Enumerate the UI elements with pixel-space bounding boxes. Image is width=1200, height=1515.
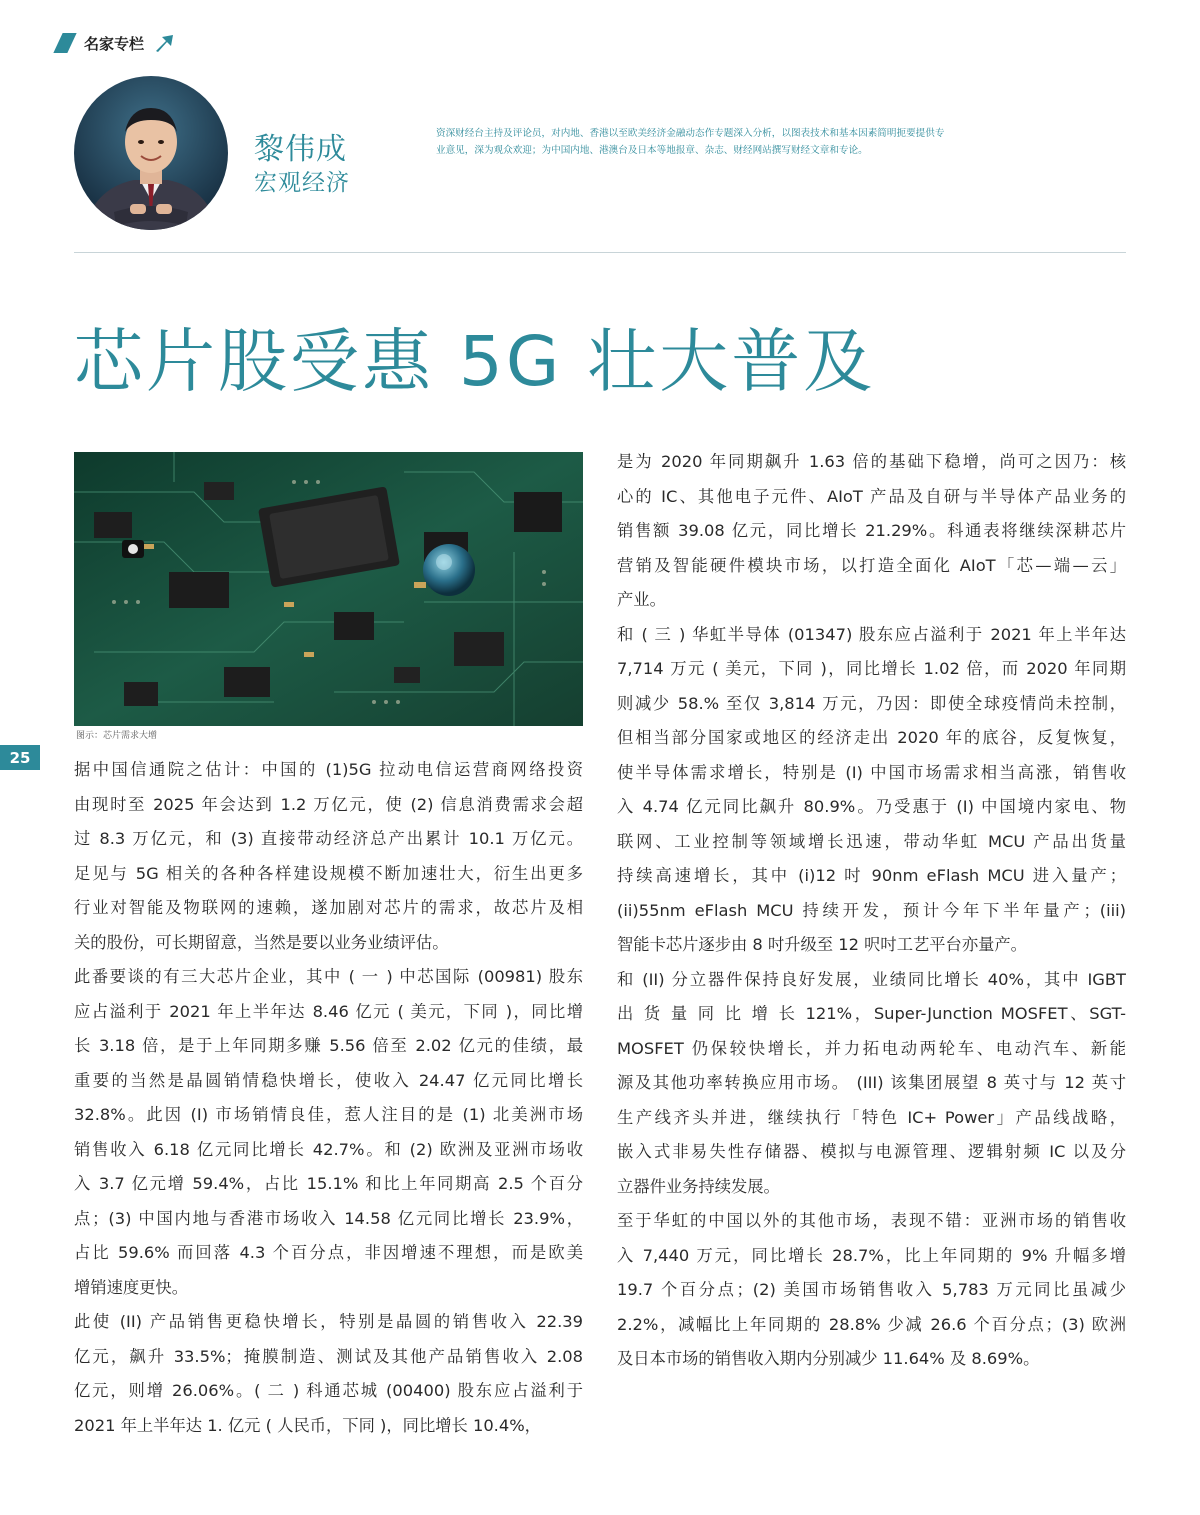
circuit-board-image bbox=[74, 452, 583, 726]
section-tag bbox=[58, 32, 174, 54]
text-line: 源及其他功率转换应用市场。 (III) 该集团展望 8 英寸与 12 英寸 bbox=[617, 1073, 1126, 1092]
text-line: 产业。 bbox=[617, 590, 666, 609]
text-line: 2021 年上半年达 1. 亿元 ( 人民币，下同 )，同比增长 10.4%， bbox=[74, 1415, 541, 1435]
text-line: 入 7,440 万元，同比增长 28.7%，比上年同期的 9% 升幅多增 bbox=[617, 1245, 1126, 1265]
text-line: 长 3.18 倍，是于上年同期多赚 5.56 倍至 2.02 亿元的佳绩，最 bbox=[74, 1036, 583, 1055]
text-line: 及日本市场的销售收入期内分别减少 11.64% 及 8.69%。 bbox=[617, 1349, 1040, 1368]
text-line: 关的股份，可长期留意，当然是要以业务业绩评估。 bbox=[74, 932, 449, 952]
text-line: 和 (II) 分立器件保持良好发展，业绩同比增长 40%，其中 IGBT bbox=[617, 969, 1126, 989]
article-image bbox=[74, 452, 583, 726]
text-line: 32.8%。此因 (I) 市场销情良佳，惹人注目的是 (1) 北美洲市场 bbox=[74, 1105, 583, 1124]
text-line: 心的 IC、其他电子元件、AIoT 产品及自研与半导体产品业务的 bbox=[617, 486, 1126, 506]
text-line: 此使 (II) 产品销售更稳快增长，特别是晶圆的销售收入 22.39 bbox=[74, 1312, 583, 1331]
page-number: 25 bbox=[0, 745, 40, 770]
article-right-column bbox=[617, 445, 1126, 1377]
article-left-column bbox=[74, 753, 583, 1443]
text-line: 至于华虹的中国以外的其他市场，表现不错：亚洲市场的销售收 bbox=[617, 1211, 1126, 1230]
author-field: 宏观经济 bbox=[254, 170, 350, 196]
avatar bbox=[74, 76, 228, 230]
text-line: 入 3.7 亿元增 59.4%，占比 15.1% 和比上年同期高 2.5 个百分 bbox=[74, 1174, 583, 1193]
text-line: 过 8.3 万亿元，和 (3) 直接带动经济总产出累计 10.1 万亿元。 bbox=[74, 829, 583, 848]
text-line: 持续高速增长，其中 (i)12 吋 90nm eFlash MCU 进入量产； bbox=[617, 866, 1126, 885]
text-line: 生产线齐头并进，继续执行「特色 IC+ Power」产品线战略， bbox=[617, 1107, 1126, 1127]
header-divider bbox=[74, 252, 1126, 253]
text-line: 是为 2020 年同期飙升 1.63 倍的基础下稳增，尚可之因乃：核 bbox=[617, 452, 1126, 471]
author-name: 黎伟成 bbox=[254, 132, 347, 167]
text-line: 7,714 万元 ( 美元，下同 )，同比增长 1.02 倍，而 2020 年同期 bbox=[617, 659, 1126, 678]
text-line: 则减少 58.% 至仅 3,814 万元，乃因：即使全球疫情尚未控制， bbox=[617, 693, 1126, 713]
text-line: 应占溢利于 2021 年上半年达 8.46 亿元 ( 美元，下同 )，同比增 bbox=[74, 1001, 583, 1021]
image-caption: 图示：芯片需求大增 bbox=[76, 731, 158, 741]
text-line: 销售额 39.08 亿元，同比增长 21.29%。科通表将继续深耕芯片 bbox=[617, 521, 1126, 540]
text-line: 占比 59.6% 而回落 4.3 个百分点，非因增速不理想，而是欧美 bbox=[74, 1243, 583, 1262]
text-line: 亿元，飙升 33.5%；掩膜制造、测试及其他产品销售收入 2.08 bbox=[74, 1346, 583, 1366]
text-line: 嵌入式非易失性存储器、模拟与电源管理、逻辑射频 IC 以及分 bbox=[617, 1142, 1126, 1161]
author-portrait bbox=[74, 76, 228, 230]
text-line: 智能卡芯片逐步由 8 吋升级至 12 呎吋工艺平台亦量产。 bbox=[617, 935, 1027, 954]
text-line: 据中国信通院之估计：中国的 (1)5G 拉动电信运营商网络投资 bbox=[74, 760, 583, 779]
text-line: 2.2%，减幅比上年同期的 28.8% 少减 26.6 个百分点；(3) 欧洲 bbox=[617, 1314, 1126, 1334]
text-line: 增销速度更快。 bbox=[74, 1277, 188, 1297]
slash-decoration bbox=[53, 33, 76, 53]
text-line: 立器件业务持续发展。 bbox=[617, 1176, 780, 1196]
text-line: 亿元，则增 26.06%。( 二 ) 科通芯城 (00400) 股东应占溢利于 bbox=[74, 1381, 583, 1400]
text-line: 此番要谈的有三大芯片企业，其中 ( 一 ) 中芯国际 (00981) 股东 bbox=[74, 967, 583, 986]
author-bio-line: 资深财经台主持及评论员，对内地、香港以至欧美经济金融动态作专题深入分析，以图表技术和基本因素简明扼要提供专 bbox=[436, 128, 945, 139]
arrow-up-right-icon bbox=[152, 33, 174, 53]
text-line: 入 4.74 亿元同比飙升 80.9%。乃受惠于 (I) 中国境内家电、物 bbox=[617, 797, 1126, 816]
text-line: 点；(3) 中国内地与香港市场收入 14.58 亿元同比增长 23.9%， bbox=[74, 1208, 583, 1228]
text-line: 但相当部分国家或地区的经济走出 2020 年的底谷，反复恢复， bbox=[617, 728, 1126, 747]
author-bio-line: 业意见，深为观众欢迎；为中国内地、港澳台及日本等地报章、杂志、财经网站撰写财经文章和专论。 bbox=[436, 145, 868, 156]
text-line: (ii)55nm eFlash MCU 持续开发，预计今年下半年量产；(iii) bbox=[617, 900, 1126, 920]
text-line: 和 ( 三 ) 华虹半导体 (01347) 股东应占溢利于 2021 年上半年达 bbox=[617, 624, 1126, 644]
text-line: 联网、工业控制等领域增长迅速，带动华虹 MCU 产品出货量 bbox=[617, 831, 1126, 851]
text-line: 出 货 量 同 比 增 长 121%，Super-Junction MOSFET、SGT- bbox=[617, 1004, 1126, 1023]
text-line: 19.7 个百分点；(2) 美国市场销售收入 5,783 万元同比虽减少 bbox=[617, 1280, 1126, 1299]
text-line: 使半导体需求增长，特别是 (I) 中国市场需求相当高涨，销售收 bbox=[617, 762, 1126, 782]
text-line: 由现时至 2025 年会达到 1.2 万亿元，使 (2) 信息消费需求会超 bbox=[74, 794, 583, 814]
author-bio bbox=[436, 125, 1006, 159]
text-line: 营销及智能硬件模块市场，以打造全面化 AIoT「芯—端—云」 bbox=[617, 555, 1126, 575]
text-line: 行业对智能及物联网的速赖，遂加剧对芯片的需求，故芯片及相 bbox=[74, 898, 583, 917]
text-line: 足见与 5G 相关的各种各样建设规模不断加速壮大，衍生出更多 bbox=[74, 863, 583, 883]
text-line: MOSFET 仍保较快增长，并力拓电动两轮车、电动汽车、新能 bbox=[617, 1038, 1126, 1058]
text-line: 销售收入 6.18 亿元同比增长 42.7%。和 (2) 欧洲及亚洲市场收 bbox=[74, 1139, 583, 1159]
section-label: 名家专栏 bbox=[84, 34, 145, 53]
text-line: 重要的当然是晶圆销情稳快增长，使收入 24.47 亿元同比增长 bbox=[74, 1070, 583, 1090]
article-title: 芯片股受惠 5G 壮大普及 bbox=[74, 322, 876, 402]
